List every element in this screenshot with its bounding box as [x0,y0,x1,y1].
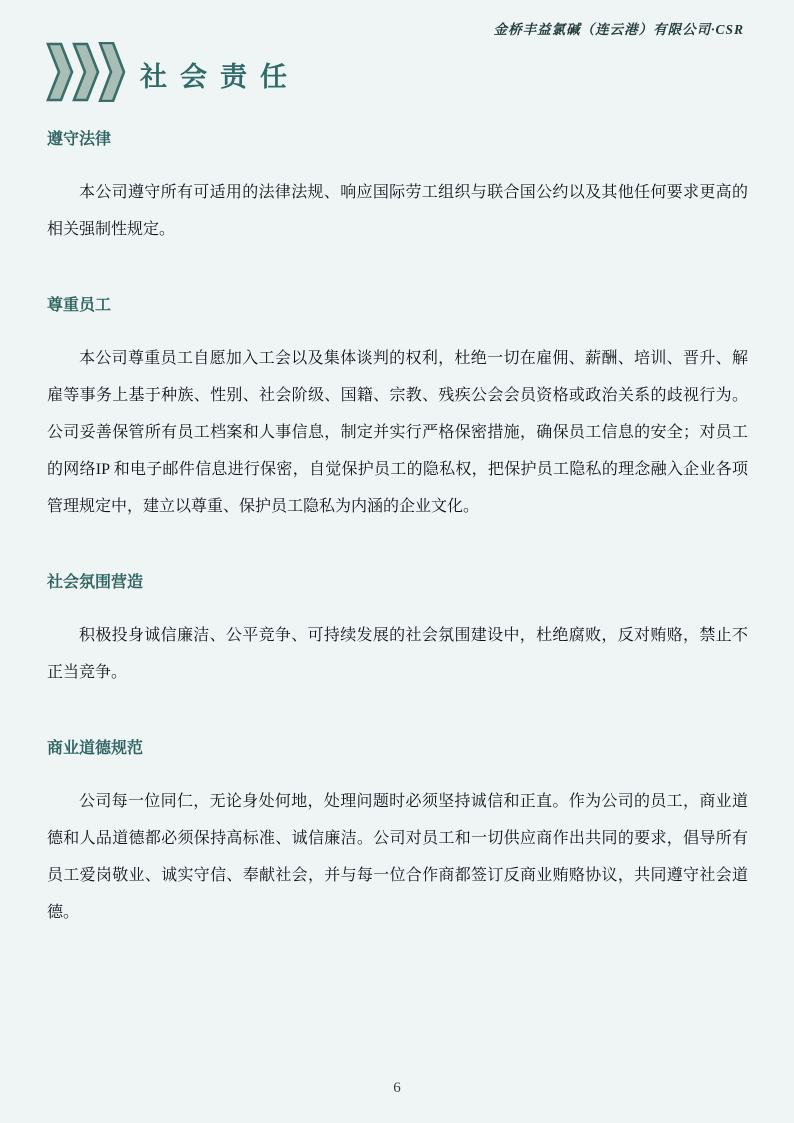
section-paragraph: 积极投身诚信廉洁、公平竞争、可持续发展的社会氛围建设中，杜绝腐败，反对贿赂，禁止不正当竞争。 [47,627,748,681]
page-title: 社会责任 [140,61,300,92]
section-heading: 社会氛围营造 [47,574,144,591]
section-heading: 商业道德规范 [47,740,144,757]
section-social-atmosphere [47,573,748,691]
section-business-ethics [47,739,748,931]
section-comply-law [47,130,748,248]
title-block [46,42,300,102]
section-heading: 遵守法律 [47,131,112,148]
header-company-text: 金桥丰益氯碱（连云港）有限公司·CSR [493,22,744,37]
page-content [47,130,748,931]
section-paragraph: 公司每一位同仁，无论身处何地，处理问题时必须坚持诚信和正直。作为公司的员工，商业道德和人品道德都必须保持高标准、诚信廉洁。公司对员工和一切供应商作出共同的要求，倡导所有员工爱岗敬业、诚实守信、奉献社会，并与每一位合作商都签订反商业贿赂协议，共同遵守社会道德。 [47,793,748,921]
section-paragraph: 本公司遵守所有可适用的法律法规、响应国际劳工组织与联合国公约以及其他任何要求更高的相关强制性规定。 [47,184,748,238]
page-number: 6 [393,1080,401,1096]
section-respect-employees [47,296,748,525]
triple-chevron-right-icon [46,42,126,102]
section-heading: 尊重员工 [47,297,112,314]
section-paragraph: 本公司尊重员工自愿加入工会以及集体谈判的权利，杜绝一切在雇佣、薪酬、培训、晋升、解雇等事务上基于种族、性别、社会阶级、国籍、宗教、残疾公会会员资格或政治关系的歧视行为。公司妥善保管所有员工档案和人事信息，制定并实行严格保密措施，确保员工信息的安全；对员工的网络IP 和电子邮件信息进行保密，自觉保护员工的隐私权，把保护员工隐私的理念融入企业各项管理规定中，建立以尊重、保护员工隐私为内涵的企业文化。 [47,350,748,515]
